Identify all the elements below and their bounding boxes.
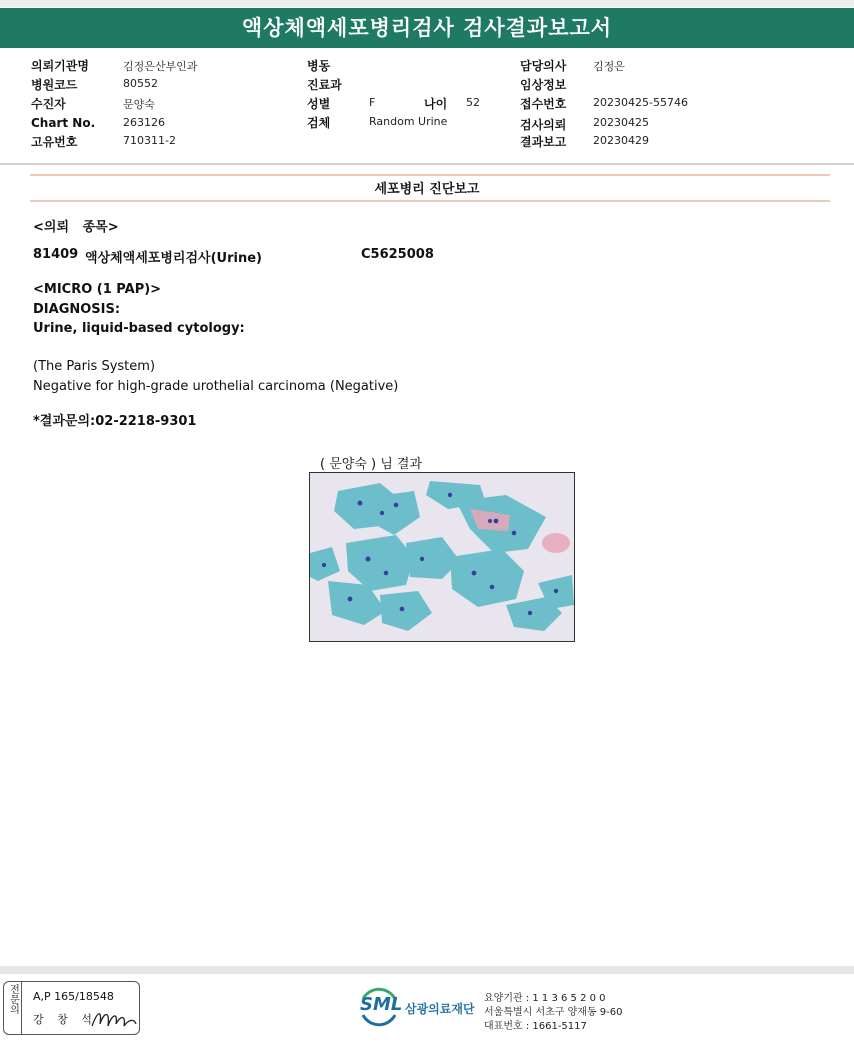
specimen-value: Random Urine <box>369 115 448 128</box>
signature-icon <box>90 1004 138 1032</box>
micro-heading: <MICRO (1 PAP)> <box>33 282 162 297</box>
institution-number: 요양기관 : 1 1 3 6 5 2 0 0 <box>484 993 606 1004</box>
sml-logo-text: SML <box>360 994 403 1015</box>
pathologist-stamp <box>3 981 140 1035</box>
specimen-line: Urine, liquid-based cytology: <box>33 321 245 336</box>
footer-divider <box>0 966 854 974</box>
request-date-label: 검사의뢰 <box>520 118 567 132</box>
receipt-no-value: 20230425-55746 <box>593 96 688 109</box>
header-row-chart-no: Chart No. <box>31 116 96 130</box>
receipt-no-label: 접수번호 <box>520 97 567 111</box>
request-date-value: 20230425 <box>593 116 649 129</box>
clinical-info-label: 임상정보 <box>520 78 567 92</box>
stamp-license-no: A,P 165/18548 <box>33 990 114 1003</box>
address: 서울특별시 서초구 양재동 9-60 <box>484 1007 623 1018</box>
top-border <box>0 0 854 7</box>
patient-name-value: 문양숙 <box>123 98 155 111</box>
request-code: 81409 <box>33 247 79 262</box>
unique-no-value: 710311-2 <box>123 134 176 147</box>
sex-label: 성별 <box>307 97 331 111</box>
foundation-name: 삼광의료재단 <box>405 1002 475 1016</box>
report-date-label: 결과보고 <box>520 135 567 149</box>
cytology-picture <box>310 473 574 641</box>
report-title: 액상체액세포병리검사 검사결과보고서 <box>0 8 854 48</box>
header-row-institution: 의뢰기관명 <box>31 59 89 73</box>
report-date-value: 20230429 <box>593 134 649 147</box>
section-bottom-rule <box>30 200 830 202</box>
image-caption: ( 문양숙 ) 님 결과 <box>320 457 423 472</box>
header-row-patient: 수진자 <box>31 97 66 111</box>
request-id: C5625008 <box>361 247 434 262</box>
request-name: 액상체액세포병리검사(Urine) <box>85 251 262 266</box>
section-title: 세포병리 진단보고 <box>374 182 480 197</box>
sex-value: F <box>369 96 376 109</box>
header-row-unique-no: 고유번호 <box>31 135 78 149</box>
age-value: 52 <box>466 96 480 109</box>
age-label: 나이 <box>424 97 448 111</box>
main-phone: 대표번호 : 1661-5117 <box>484 1021 587 1032</box>
department-label: 진료과 <box>307 78 342 92</box>
chart-no-value: 263126 <box>123 116 165 129</box>
specimen-label: 검체 <box>307 116 331 130</box>
diagnosis-result: Negative for high-grade urothelial carcinoma (Negative) <box>33 379 399 394</box>
stamp-doctor-name: 강 창 석 <box>33 1013 97 1026</box>
institution-value: 김정은산부인과 <box>123 60 198 73</box>
stamp-specialist-label: 전문의 <box>4 982 22 1034</box>
inquiry-phone: *결과문의:02-2218-9301 <box>33 414 197 429</box>
micrograph-image <box>309 472 575 642</box>
request-heading: <의뢰 종목> <box>33 220 119 235</box>
paris-system-line: (The Paris System) <box>33 359 156 374</box>
ward-label: 병동 <box>307 59 331 73</box>
header-divider <box>0 163 854 165</box>
header-row-hospital-code: 병원코드 <box>31 78 78 92</box>
doctor-value: 김정은 <box>593 60 625 73</box>
doctor-label: 담당의사 <box>520 59 567 73</box>
hospital-code-value: 80552 <box>123 77 158 90</box>
diagnosis-label: DIAGNOSIS: <box>33 302 121 317</box>
section-top-rule <box>30 174 830 176</box>
